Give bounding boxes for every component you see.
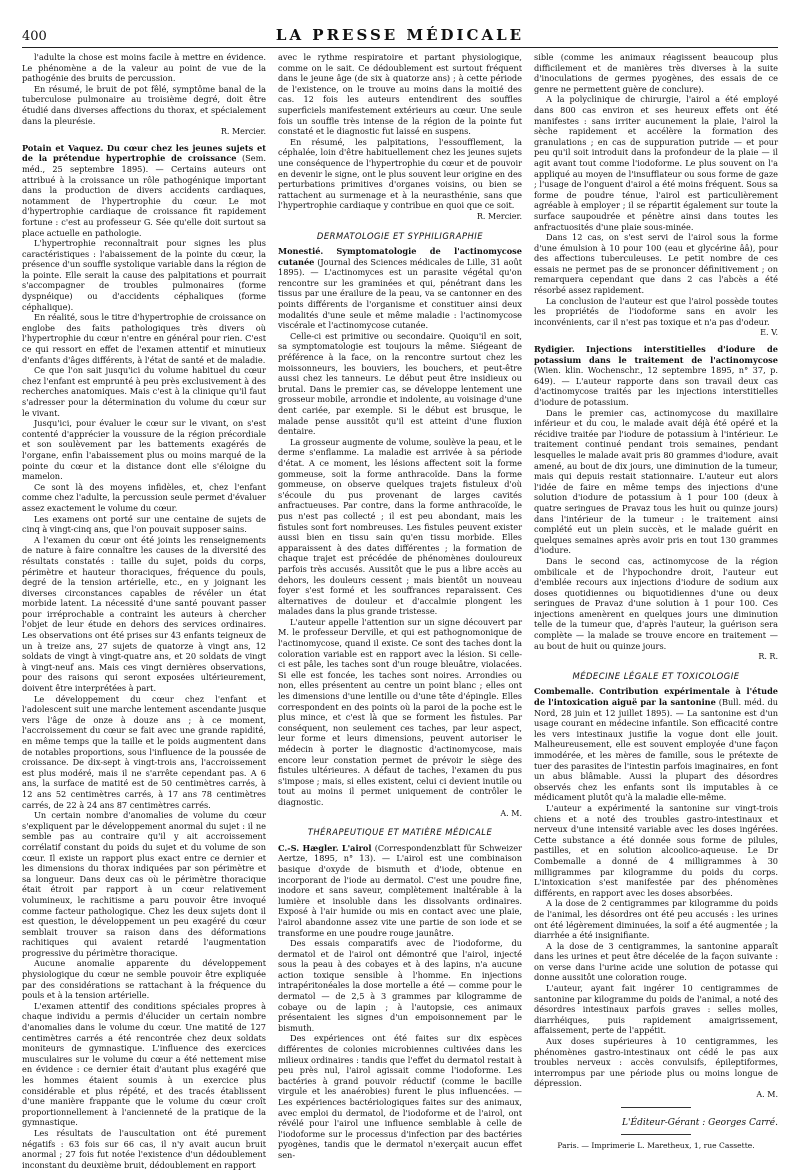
paragraph: A la dose de 3 centigrammes, la santonine apparaît dans les urines et peut être décelée de la façon suivante : on verse dans l'urine acide une solution de potasse qui donne aussitôt une coloration rouge. <box>534 940 778 983</box>
article-lead <box>534 686 778 803</box>
article-text: (Correspondenzblatt für Schweizer Aertze, 1895, n° 13). — L'airol est une combinaison basique d'oxyde de bismuth et d'iode, obtenue en incorporant de l'iode au dermatol. C'est une poudre fine, inodore et sans saveur, complètement inaltérable à la lumière et insoluble dans les dissolvants ordinaires. Exposé à l'air humide ou mis en contact avec une plaie, l'airol abandonne assez vite une partie de son iode et se transforme en une poudre rouge jaunâtre. <box>278 842 523 938</box>
paragraph: A l'examen du cœur ont été joints les renseignements de nature à faire connaître les causes de la diversité des résultats constatés : taille du sujet, poids du corps, périmètre et hauteur thoraciques, fréquence du pouls, degré de la tension artérielle, etc., en y joignant les diverses circonstances capables de révéler un état morbide latent. La nécessité d'une santé pouvant passer pour irréprochable a contraint les auteurs à chercher l'objet de leur étude en dehors des services ordinaires. Les observations ont été prises sur 43 enfants teigneux de un à treize ans, 27 sujets de quatorze à vingt ans, 12 soldats de vingt à vingt-quatre ans, et 20 soldats de vingt à vingt-neuf ans. Mais ces vingt dernières observations, pour des raisons qui seront exposées ultérieurement, doivent être interprétées à part. <box>22 534 266 694</box>
author-signature: R. Mercier. <box>220 127 266 137</box>
editor-line: L'Éditeur-Gérant : Georges Carré. <box>622 1117 778 1128</box>
article-title: L'airol <box>341 842 372 853</box>
text-column-left <box>22 52 266 1170</box>
paragraph: L'hypertrophie reconnaîtrait pour signes les plus caractéristiques : l'abaissement de la pointe du cœur, la présence d'un souffle systolique variable dans la région de la pointe. Elle serait la cause des palpitations et pourrait s'accompagner de troubles pulmonaires (forme dyspnéique) ou d'accidents céphaliques (forme céphalique). <box>22 238 266 312</box>
paragraph: En réalité, sous le titre d'hypertrophie de croissance on englobe des faits pathologiques très divers où l'hypertrophie du cœur n'entre en général pour rien. C'est ce qui ressort en effet de l'examen attentif et minutieux d'enfants d'âges différents, à l'état de santé et de maladie. <box>22 312 266 365</box>
paragraph: Les résultats de l'auscultation ont été purement négatifs : 63 fois sur 66 cas, il n'y avait aucun bruit anormal ; 27 fois fut notée l'existence d'un dédoublement inconstant du deuxième bruit, dédoublement en rapport <box>22 1127 266 1170</box>
article-lead <box>278 246 522 331</box>
author-signature: R. Mercier. <box>476 211 522 221</box>
author-signature: R. R. <box>758 652 778 662</box>
divider <box>621 1107 691 1108</box>
paragraph: En résumé, le bruit de pot fêlé, symptôme banal de la tuberculose pulmonaire au troisième degré, doit être étudié dans diverses affections du thorax, et spécialement dans la pleurésie. <box>22 83 266 126</box>
paragraph: Ce sont là des moyens infidèles, et, chez l'enfant comme chez l'adulte, la percussion seule permet d'évaluer assez exactement le volume du cœur. <box>22 481 266 513</box>
paragraph: La grosseur augmente de volume, soulève la peau, et le derme s'enflamme. La maladie est arrivée à sa période d'état. A ce moment, les lésions affectent soit la forme gommeuse, soit la forme anthracoïde. Dans la forme gommeuse, on observe quelques trajets fistuleux d'où s'écoule du pus provenant de larges cavités anfractueuses. Par contre, dans la forme anthracoïde, le pus n'est pas collecté ; il est peu abondant, mais les fistules sont fort nombreuses. Les fistules peuvent exister aussi bien en tissu sain qu'en tissu morbide. Elles apparaissent à des dates différentes ; la formation de chaque trajet est précédée de phénomènes douloureux parfois très accusés. Aussitôt que le pus a libre accès au dehors, les douleurs cessent ; mais bientôt un nouveau foyer s'est formé et les souffrances reparaissent. Ces alternatives de douleur et d'accalmie plongent les malades dans la plus grande tristesse. <box>278 436 522 617</box>
journal-title: LA PRESSE MÉDICALE <box>275 26 525 44</box>
article-author: C.-S. Hægler. <box>278 842 339 853</box>
paragraph: l'adulte la chose est moins facile à mettre en évidence. Le phénomène a de la valeur au point de vue de la pathogénie des bruits de percussion. <box>22 52 266 84</box>
paragraph: Dans le second cas, actinomycose de la région ombilicale et de l'hypochondre droit, l'auteur eut d'emblée recours aux injections d'iodure de sodium aux doses quotidiennes ou biquotidiennes d'une ou deux seringues de Pravaz d'une solution à 1 pour 100. Ces injections amenèrent en quelques jours une diminution telle de la tumeur que, d'après l'auteur, la guérison sera complète — la malade se trouve encore en traitement — au bout de huit ou quinze jours. <box>534 555 778 651</box>
article-lead <box>278 843 522 938</box>
article-text: (Bull. méd. du Nord, 28 juin et 12 juillet 1895). — La santonine est d'un usage courant en médecine infantile. Son efficacité contre les vers intestinaux justifie la vogue dont elle jouit. Malheureusement, elle est souvent employée d'une façon immodérée, et les mères de famille, sous le prétexte de tuer des parasites de l'intestin parfois imaginaires, en font un abus blâmable. Aussi la plupart des désordres observés chez les enfants sont ils imputables à ce médicament plutôt qu'à la maladie elle-même. <box>534 697 778 803</box>
article-title: Du cœur chez les jeunes sujets et de la prétendue hypertrophie de croissance <box>22 142 266 164</box>
paragraph: Dans le premier cas, actinomycose du maxillaire inférieur et du cou, le malade avait déjà été opéré et la récidive traitée par l'iodure de potassium à l'intérieur. Le traitement continué pendant trois semaines, pendant lesquelles le malade avait pris 80 grammes d'iodure, avait amené, au bout de dix jours, une diminution de la tumeur, mais qui depuis restait stationnaire. L'auteur eut alors l'idée de faire en même temps des injections d'une solution d'iodure de potassium à 1 pour 100 (deux à quatre seringues de Pravaz tous les huit ou quinze jours) dans l'intérieur de la tumeur : le traitement ainsi complété eut un plein succès, et le malade guérit en quelques semaines après avoir pris en tout 130 grammes d'iodure. <box>534 407 778 556</box>
paragraph: A la dose de 2 centigrammes par kilogramme du poids de l'animal, les désordres ont été peu accusés : les urines ont été légèrement diminuées, la soif a été augmentée ; la diarrhée a été insignifiante. <box>534 898 778 941</box>
paragraph: Jusqu'ici, pour évaluer le cœur sur le vivant, on s'est contenté d'apprécier la voussure de la région précordiale et son soulèvement par les battements exagérés de l'organe, enfin l'abaissement plus ou moins marqué de la pointe du cœur et la distance dont elle s'éloigne du mamelon. <box>22 418 266 482</box>
paragraph: Les examens ont porté sur une centaine de sujets de cinq à vingt-cinq ans, que l'on pouvait supposer sains. <box>22 513 266 535</box>
paragraph: Le développement du cœur chez l'enfant et l'adolescent suit une marche lentement ascendante jusque vers l'âge de onze à douze ans ; à ce moment, l'accroissement du cœur se fait avec une grande rapidité, en même temps que la taille et le poids augmentent dans de notables proportions, sous l'influence de la poussée de croissance. De dix-sept à vingt-trois ans, l'accroissement est plus modéré, mais il ne s'arrête cependant pas. A 6 ans, la surface de matité est de 50 centimètres carrés, à 12 ans 52 centimètres carrés, à 17 ans 78 centimètres carrés, de 22 à 24 ans 87 centimètres carrés. <box>22 693 266 810</box>
paragraph: L'examen attentif des conditions spéciales propres à chaque individu a permis d'élucider un certain nombre d'anomalies dans le volume du cœur. Une matité de 127 centimètres carrés a été rencontrée chez deux soldats moniteurs de gymnastique. L'influence des exercices musculaires sur le volume du cœur a été nettement mise en évidence : ce dernier était d'autant plus exagéré que les hommes étaient soumis à un exercice plus considérable et plus répété, et des tracés établissent d'une manière frappante que le volume du cœur croît proportionnellement à l'ancienneté de la pratique de la gymnastique. <box>22 1000 266 1128</box>
article-author: Combemalle. <box>534 686 594 697</box>
article-title: Contribution expérimentale à l'étude de l'intoxication aiguë par la santonine <box>534 686 779 708</box>
paragraph: avec le rythme respiratoire et partant physiologique, comme on le sait. Ce dédoublement est surtout fréquent dans le jeune âge (de six à quatorze ans) ; à cette période de l'existence, on le trouve au moins dans la moitié des cas. 12 fois les auteurs entendirent des souffles superficiels manifestement extérieurs au cœur. Une seule fois un souffle très intense de la région de la pointe fut constaté et le diagnostic fut laissé en suspens. <box>278 52 522 137</box>
divider <box>621 1134 691 1135</box>
article-title: Symptomatologie de l'actinomycose cutanée <box>278 246 522 267</box>
paragraph: A la polyclinique de chirurgie, l'airol a été employé dans 800 cas environ et ses heureux effets ont été manifestes : sans irriter aucunement la plaie, l'airol la sèche rapidement et accélère la formation des granulations ; en cas de suppuration putride — et pour peu qu'il soit introduit dans la profondeur de la plaie — il agit avant tout comme l'iodoforme. Le plus souvent on l'a appliqué au moyen de l'insufflateur ou sous forme de gaze ; l'usage de l'onguent d'airol a été moins fréquent. Sous sa forme de poudre ténue, l'airol est particulièrement agréable à employer ; il se répartit également sur toute la surface saupoudrée et pénètre ainsi dans toutes les anfractuosités d'une plaie sous-minée. <box>534 94 778 232</box>
paragraph: L'auteur a expérimenté la santonine sur vingt-trois chiens et a noté des troubles gastro-intestinaux et nerveux d'une intensité variable avec les doses ingérées. Cette substance a été donnée sous forme de pilules, pastilles, et en solution alcoolico-aqueuse. Le Dr Combemalle a donné de 4 milligrammes à 30 milligrammes par kilogramme du poids du corps. L'intoxication s'est manifestée par des phénomènes différents, en rapport avec les doses absorbées. <box>534 802 778 898</box>
text-column-right <box>534 52 779 1151</box>
paragraph: Ce que l'on sait jusqu'ici du volume habituel du cœur chez l'enfant est emprunté à peu près exclusivement à des recherches anatomiques. Mais c'est à la clinique qu'il faut s'adresser pour la détermination du volume du cœur sur le vivant. <box>22 365 266 418</box>
section-heading: DERMATOLOGIE ET SYPHILIGRAPHIE <box>316 230 484 241</box>
article-text: (Wien. klin. Wochenschr., 12 septembre 1895, n° 37, p. 649). — L'auteur rapporte dans son travail deux cas d'actinomycose traités par les injections interstitielles d'iodure de potassium. <box>534 365 778 407</box>
article-title: Injections interstitielles d'iodure de potassium dans le traitement de l'actinomycose <box>534 344 778 365</box>
section-heading: MÉDECINE LÉGALE ET TOXICOLOGIE <box>572 670 740 681</box>
paragraph: Aux doses supérieures à 10 centigrammes, les phénomènes gastro-intestinaux ont cédé le pas aux troubles nerveux : accès convulsifs, épileptiformes, interrompus par une période plus ou moins longue de dépression. <box>534 1036 778 1089</box>
paragraph: L'auteur appelle l'attention sur un signe découvert par M. le professeur Derville, et qui est pathognomonique de l'actinomycose, quand il existe. Ce sont des taches dont la coloration variable est en rapport avec la lésion. Si celle-ci est pâle, les taches sont d'un rouge bleuâtre, violacées. Si elle est foncée, les taches sont noires. Arrondies ou non, elles présentent au centre un point blanc ; elles ont les dimensions d'une lentille ou d'une tête d'épingle. Elles correspondent en des points où la paroi de la poche est le plus mince, et c'est là que se forment les fistules. Par conséquent, non seulement ces taches, par leur aspect, leur forme et leurs dimensions, peuvent autoriser le médecin à porter le diagnostic d'actinomycose, mais encore leur constation permet de prévoir le siège des fistules ultérieures. A défaut de taches, l'examen du pus s'impose ; mais, si elles existent, celui ci devient inutile ou tout au moins il permet uniquement de contrôler le diagnostic. <box>278 616 522 807</box>
article-author: Potain et Vaquez. <box>22 142 104 153</box>
article-author: Rydigier. <box>534 344 575 355</box>
article-text: (Journal des Sciences médicales de Lille, 31 août 1895). — L'actinomyces est un parasite végétal qu'on rencontre sur les graminées et qui, pénétrant dans les tissus par une érailure de la peau, va se cantonner en des points différents de l'organisme et constituer ainsi deux modalités d'une seule et même maladie : l'actinomycose viscérale et l'actinomycose cutanée. <box>278 256 523 331</box>
page-header <box>22 20 778 48</box>
author-signature: A. M. <box>500 808 522 818</box>
paragraph: La conclusion de l'auteur est que l'airol possède toutes les propriétés de l'iodoforme sans en avoir les inconvénients, car il n'est pas toxique et n'a pas d'odeur. <box>534 295 778 327</box>
paragraph: L'auteur, ayant fait ingérer 10 centigrammes de santonine par kilogramme du poids de l'animal, a noté des désordres intestinaux parfois graves : selles molles, diarrhéiques, puis rapidement amaigrissement, affaissement, perte de l'appétit. <box>534 983 778 1036</box>
page-number: 400 <box>22 29 47 44</box>
article-author: Monestié. <box>278 246 324 257</box>
article-lead <box>22 143 266 238</box>
paragraph: sible (comme les animaux réagissent beaucoup plus difficilement et de manières très diverses à la suite d'inoculations de germes pyogènes, des essais de ce genre ne permettent guère de conclure). <box>534 52 778 94</box>
paragraph: Des essais comparatifs avec de l'iodoforme, du dermatol et de l'airol ont démontré que l'airol, injecté sous la peau à des cobayes et à des lapins, n'a aucune action toxique sensible à l'homme. En injections intrapéritonéales la dose mortelle a été — comme pour le dermatol — de 2,5 à 3 grammes par kilogramme de cobaye ou de lapin ; à l'autopsie, ces animaux présentaient les signes d'un empoisonnement par le bismuth. <box>278 938 522 1033</box>
article-text: (Sem. méd., 25 septembre 1895). — Certains auteurs ont attribué à la croissance un rôle pathogénique important dans la production de divers accidents cardiaques, notamment de l'hypertrophie du cœur. Le mot d'hypertrophie cardiaque de croissance fit rapidement fortune : c'est au professeur G. Sée qu'elle doit surtout sa place actuelle en pathologie. <box>22 153 266 238</box>
author-signature: E. V. <box>760 328 778 338</box>
paragraph: Des expériences ont été faites sur dix espèces différentes de colonies microbiennes cultivées dans les milieux ordinaires : tandis que l'effet du dermatol restait à peu près nul, l'airol agissait comme l'iodoforme. Les bactéries à grand pouvoir réductif (comme le bacille virgule et les anaérobies) furent le plus influencées. — Les expériences bactériologiques faites sur des animaux, avec emploi du dermatol, de l'iodoforme et de l'airol, ont révélé pour l'airol une influence semblable à celle de l'iodoforme sur le processus d'infection par des bactéries pyogènes, tandis que le dermatol n'exerçait aucun effet sen- <box>278 1033 522 1160</box>
article-lead <box>534 344 778 408</box>
paragraph: Aucune anomalie apparente du développement physiologique du cœur ne semble pouvoir être expliquée par des considérations se rattachant à la fréquence du pouls et à la tension artérielle. <box>22 958 266 1001</box>
text-column-middle <box>278 52 523 1160</box>
paragraph: Un certain nombre d'anomalies de volume du cœur s'expliquent par le développement anormal du sujet : il ne semble pas au contraire qu'il y ait accroissement corrélatif constant du poids du sujet et du volume de son cœur. Il existe un rapport plus exact entre ce dernier et les dimensions du thorax indiquées par son périmètre et sa longueur. Dans deux cas où le périmètre thoracique était étroit par rapport à un cœur relativement volumineux, le rachitisme a paru pouvoir être invoqué comme facteur pathologique. Chez les deux sujets dont il est question, le développement un peu exagéré du cœur semblait trouver sa raison dans des déformations rachitiques qui avaient retardé l'augmentation progressive du périmètre thoracique. <box>22 810 266 958</box>
printer-line: Paris. — Imprimerie L. Maretheux, 1, rue Cassette. <box>557 1141 755 1151</box>
author-signature: A. M. <box>756 1090 778 1099</box>
paragraph: Dans 12 cas, on s'est servi de l'airol sous la forme d'une émulsion à 10 pour 100 (eau et glycérine ââ), pour des affections tuberculeuses. Le petit nombre de ces essais ne permet pas de se prononcer définitivement ; on remarquera cependant que dans 2 cas l'abcès a été résorbé assez rapidement. <box>534 232 778 296</box>
section-heading: THÉRAPEUTIQUE ET MATIÈRE MÉDICALE <box>307 827 493 838</box>
paragraph: En résumé, les palpitations, l'essoufflement, la céphalée, loin d'être habituellement chez les jeunes sujets une conséquence de l'hypertrophie du cœur et de pouvoir en devenir le signe, ont le plus souvent leur origine en des perturbations primitives d'organes voisins, ou bien se rattachent au surmenage et à la neurasthénie, sans que l'hypertrophie cardiaque y contribue en quoi que ce soit. <box>278 136 522 211</box>
paragraph: Celle-ci est primitive ou secondaire. Quoiqu'il en soit, sa symptomatologie est toujours la même. Siégeant de préférence à la face, on la rencontre surtout chez les moissonneurs, les bouviers, les bouchers, et peut-être aussi chez les tanneurs. Le début peut être insidieux ou brutal. Dans le premier cas, se développe lentement une grosseur mobile, arrondie et indolente, au voisinage d'une dent cariée, par exemple. Si le début est brusque, le malade pense aussitôt qu'il est atteint d'une fluxion dentaire. <box>278 330 522 437</box>
